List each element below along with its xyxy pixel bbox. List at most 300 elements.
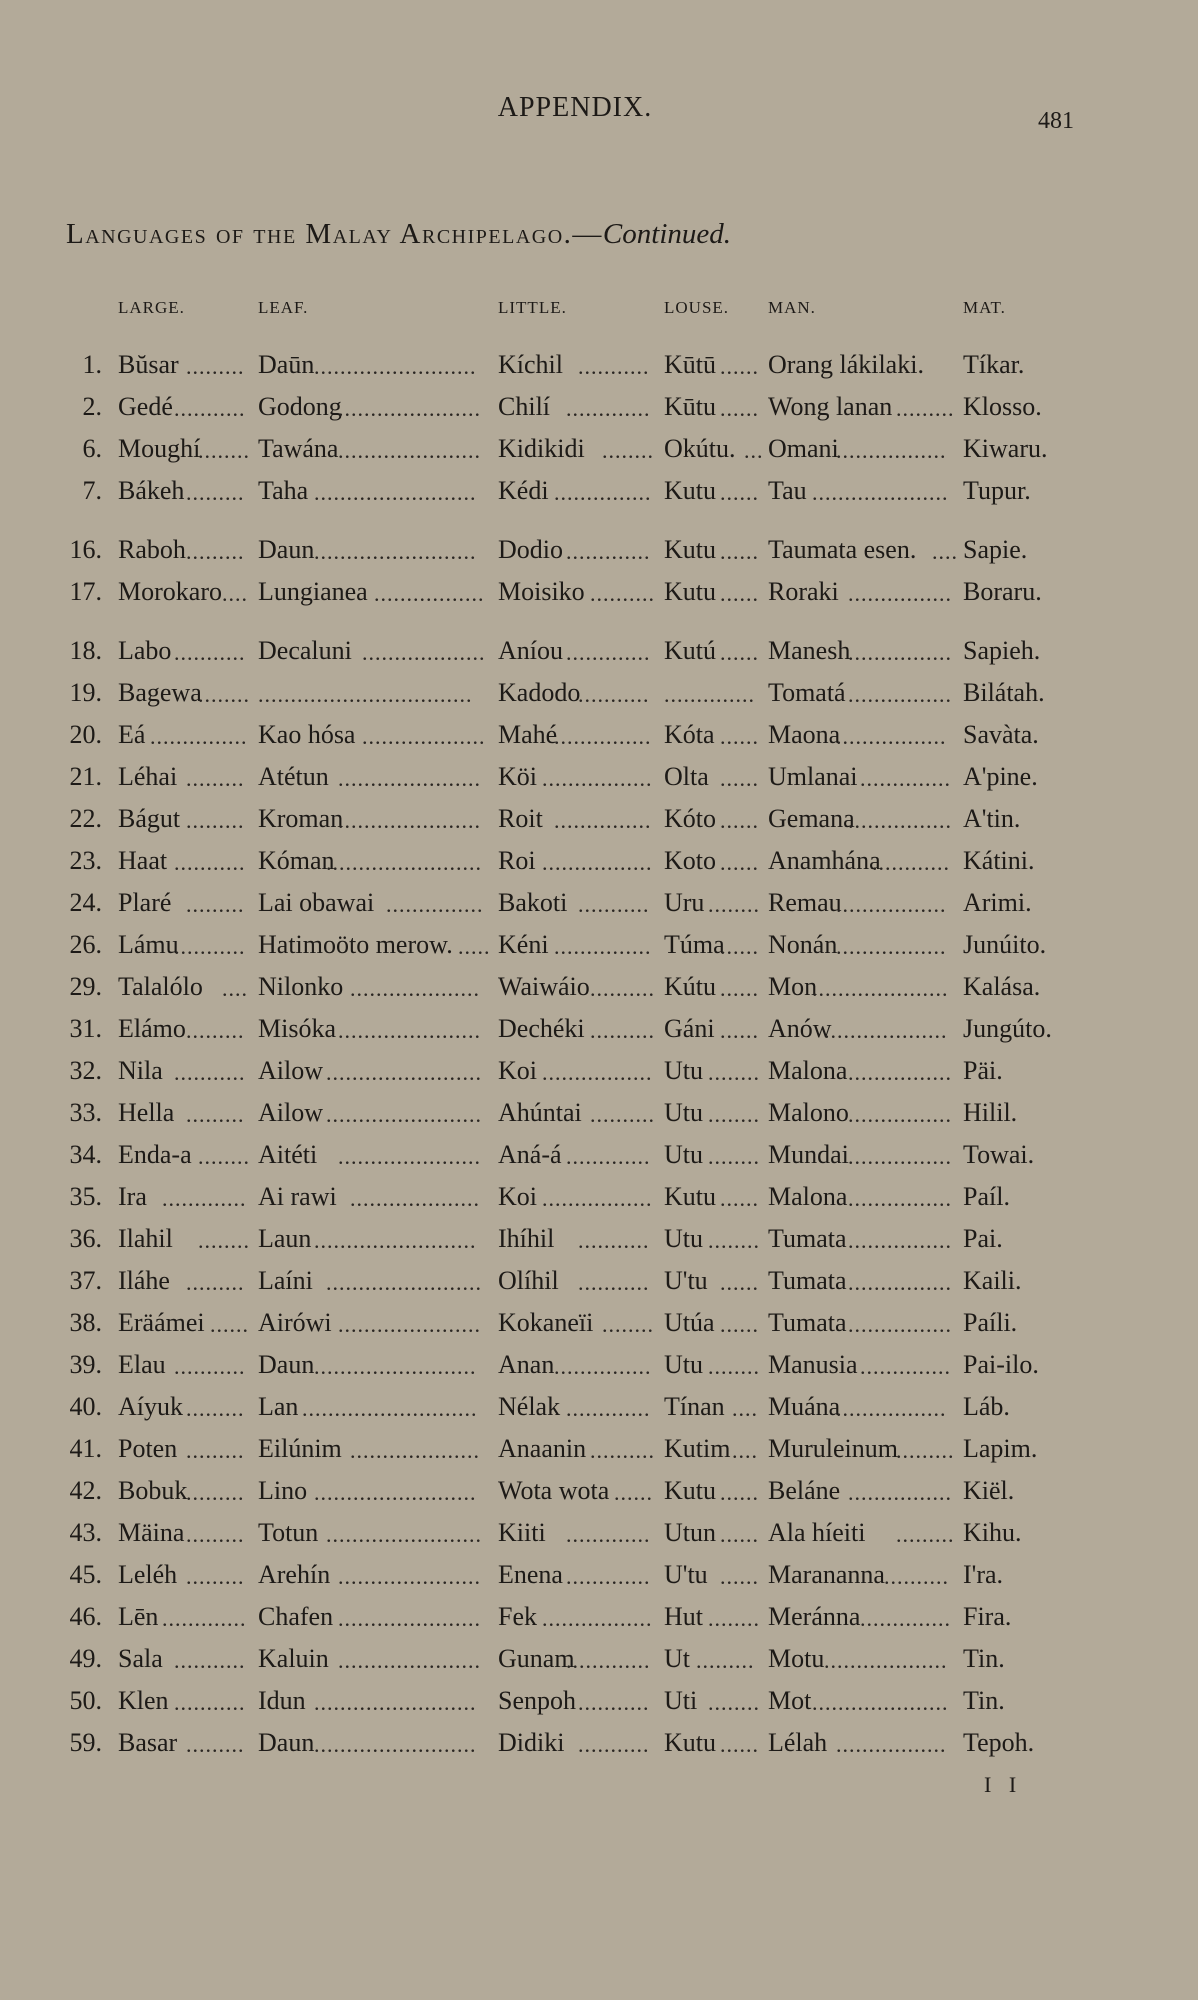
row-number: 42. (69, 1476, 102, 1505)
leader-dots: ................ (848, 1144, 952, 1169)
cell-man: Lélah (768, 1728, 828, 1757)
leader-dots: ............ (872, 850, 950, 875)
cell-little: Ahúntai (498, 1098, 582, 1127)
cell-leaf: Laun (258, 1224, 312, 1253)
leader-dots: .............. (860, 766, 951, 791)
leader-dots: ... (744, 438, 764, 463)
cell-large: Morokaro (118, 577, 222, 606)
cell-mat: A'pine. (963, 762, 1038, 791)
cell-large: Iláhe (118, 1266, 170, 1295)
col-header-mat: MAT. (963, 298, 1006, 317)
table-row (0, 804, 1100, 836)
cell-little: Bakoti (498, 888, 568, 917)
leader-dots: ......... (186, 1396, 245, 1421)
leader-dots: ......................... (314, 539, 477, 564)
table-row (0, 1644, 1100, 1676)
leader-dots: ...... (720, 808, 759, 833)
cell-man: Anamhána (768, 846, 881, 875)
leader-dots: ........ (198, 1144, 250, 1169)
leader-dots: ........... (174, 850, 246, 875)
leader-dots: ......... (696, 1648, 755, 1673)
leader-dots: ...................... (338, 1312, 481, 1337)
leader-dots: ........................ (326, 1102, 482, 1127)
cell-little: Wota wota (498, 1476, 610, 1505)
leader-dots: ...... (720, 354, 759, 379)
cell-man: Malono (768, 1098, 849, 1127)
cell-mat: Jungúto. (963, 1014, 1052, 1043)
row-number: 32. (69, 1056, 102, 1085)
leader-dots: .... (222, 581, 248, 606)
leader-dots: ........................ (326, 1522, 482, 1547)
cell-large: Elau (118, 1350, 166, 1379)
leader-dots: ............... (554, 480, 652, 505)
cell-mat: Towai. (963, 1140, 1035, 1169)
leader-dots: ................... (362, 640, 486, 665)
cell-little: Kéni (498, 930, 549, 959)
cell-man: Ala híeiti (768, 1518, 866, 1547)
leader-dots: ........... (578, 682, 650, 707)
cell-man: Maona (768, 720, 841, 749)
cell-little: Senpoh (498, 1686, 576, 1715)
leader-dots: ................. (374, 581, 485, 606)
cell-leaf: Kóman (258, 846, 335, 875)
leader-dots: ............... (150, 724, 248, 749)
table-row (0, 888, 1100, 920)
leader-dots: ...... (720, 640, 759, 665)
table-row (0, 476, 1100, 508)
leader-dots: ...... (720, 1564, 759, 1589)
row-number: 33. (69, 1098, 102, 1127)
cell-leaf: Lan (258, 1392, 299, 1421)
leader-dots: ............. (566, 1648, 651, 1673)
cell-large: Lēn (118, 1602, 159, 1631)
cell-man: Beláne (768, 1476, 841, 1505)
leader-dots: ........... (578, 892, 650, 917)
running-head: APPENDIX. (497, 92, 653, 123)
cell-little: Waiwáio (498, 972, 590, 1001)
leader-dots: ............. (566, 1522, 651, 1547)
leader-dots: ................... (824, 1018, 948, 1043)
cell-louse: Kútu (664, 972, 716, 1001)
leader-dots: ........ (602, 438, 654, 463)
cell-mat: Hilil. (963, 1098, 1018, 1127)
row-number: 22. (69, 804, 102, 833)
leader-dots: ........ (708, 1690, 760, 1715)
cell-man: Nonán (768, 930, 838, 959)
leader-dots: ........ (198, 1228, 250, 1253)
leader-dots: ................ (848, 1060, 952, 1085)
leader-dots: ......................... (314, 354, 477, 379)
cell-mat: Sapie. (963, 535, 1028, 564)
leader-dots: ...... (720, 1312, 759, 1337)
cell-man: Orang lákilaki. (768, 350, 924, 379)
cell-little: Gunam (498, 1644, 575, 1673)
leader-dots: ...... (720, 976, 759, 1001)
leader-dots: .......... (590, 976, 655, 1001)
leader-dots: .................... (350, 1186, 480, 1211)
cell-man: Omani (768, 434, 839, 463)
cell-louse: Kutu (664, 577, 716, 606)
cell-mat: Pai. (963, 1224, 1003, 1253)
leader-dots: ......... (186, 1018, 245, 1043)
cell-little: Koi (498, 1182, 537, 1211)
cell-mat: Savàta. (963, 720, 1039, 749)
leader-dots: ........... (578, 1228, 650, 1253)
leader-dots: ........ (708, 1060, 760, 1085)
cell-little: Kadodo (498, 678, 581, 707)
row-number: 21. (69, 762, 102, 791)
leader-dots: ............... (554, 724, 652, 749)
cell-man: Umlanai (768, 762, 858, 791)
cell-large: Klen (118, 1686, 169, 1715)
row-number: 39. (69, 1350, 102, 1379)
leader-dots: ............... (554, 934, 652, 959)
cell-louse: Utu (664, 1140, 703, 1169)
cell-mat: Bilátah. (963, 678, 1045, 707)
cell-louse: Okútu. (664, 434, 736, 463)
leader-dots: ......... (186, 892, 245, 917)
table-row (0, 1518, 1100, 1550)
leader-dots: ........... (578, 1690, 650, 1715)
cell-large: Bŭsar (118, 350, 179, 379)
table-row (0, 1476, 1100, 1508)
cell-man: Tau (768, 476, 807, 505)
cell-louse: Kutim (664, 1434, 731, 1463)
cell-large: Nila (118, 1056, 163, 1085)
cell-man: Roraki (768, 577, 839, 606)
table-row (0, 1560, 1100, 1592)
table-row (0, 762, 1100, 794)
table-row (0, 392, 1100, 424)
leader-dots: .......... (884, 1564, 949, 1589)
cell-louse: Kóta (664, 720, 715, 749)
table-row (0, 434, 1100, 466)
leader-dots: ......... (186, 808, 245, 833)
cell-large: Ira (118, 1182, 147, 1211)
leader-dots: ............. (162, 1606, 247, 1631)
cell-mat: Junúito. (963, 930, 1047, 959)
cell-leaf: Lai obawai (258, 888, 375, 917)
leader-dots: ........................... (302, 1396, 478, 1421)
cell-man: Marananna (768, 1560, 885, 1589)
cell-louse: Kutu (664, 476, 716, 505)
cell-mat: Klosso. (963, 392, 1042, 421)
leader-dots: ......... (186, 539, 245, 564)
leader-dots: ........... (174, 640, 246, 665)
table-title-continued: Continued. (602, 218, 732, 250)
cell-large: Moughí (118, 434, 201, 463)
leader-dots: ...... (720, 1186, 759, 1211)
row-number: 29. (69, 972, 102, 1001)
leader-dots: ......................... (314, 1732, 477, 1757)
leader-dots: ................... (362, 724, 486, 749)
cell-leaf: Chafen (258, 1602, 334, 1631)
cell-leaf: Daūn (258, 350, 315, 379)
table-row (0, 577, 1100, 609)
cell-leaf: Nilonko (258, 972, 344, 1001)
leader-dots: ...... (720, 1522, 759, 1547)
row-number: 23. (69, 846, 102, 875)
cell-large: Ilahil (118, 1224, 173, 1253)
leader-dots: ................... (824, 1648, 948, 1673)
cell-little: Nélak (498, 1392, 561, 1421)
row-number: 17. (69, 577, 102, 606)
leader-dots: ................ (848, 1228, 952, 1253)
row-number: 49. (69, 1644, 102, 1673)
cell-large: Raboh (118, 535, 186, 564)
cell-leaf: Ailow (258, 1056, 323, 1085)
leader-dots: ................. (836, 724, 947, 749)
cell-large: Basar (118, 1728, 178, 1757)
leader-dots: ........... (174, 1060, 246, 1085)
leader-dots: .......... (590, 1102, 655, 1127)
leader-dots: ...... (720, 396, 759, 421)
leader-dots: ...... (720, 724, 759, 749)
leader-dots: ...... (720, 1270, 759, 1295)
leader-dots: ........... (578, 354, 650, 379)
leader-dots: ................ (848, 1102, 952, 1127)
page-number: 481 (1038, 108, 1074, 134)
cell-little: Ihíhil (498, 1224, 555, 1253)
leader-dots: ................ (848, 682, 952, 707)
cell-louse: Kóto (664, 804, 716, 833)
table-row (0, 1224, 1100, 1256)
leader-dots: ........ (708, 1144, 760, 1169)
leader-dots: ...... (720, 850, 759, 875)
cell-little: Köi (498, 762, 537, 791)
table-row (0, 1140, 1100, 1172)
leader-dots: ................ (848, 808, 952, 833)
cell-mat: Paíl. (963, 1182, 1010, 1211)
leader-dots: ................. (836, 1732, 947, 1757)
row-number: 36. (69, 1224, 102, 1253)
row-number: 50. (69, 1686, 102, 1715)
cell-louse: Túma (664, 930, 725, 959)
cell-leaf: Daun (258, 1728, 315, 1757)
leader-dots: ...... (614, 1480, 653, 1505)
leader-dots: ............. (566, 640, 651, 665)
cell-man: Anów (768, 1014, 832, 1043)
cell-large: Lámu (118, 930, 179, 959)
leader-dots: ........... (578, 1270, 650, 1295)
table-row (0, 535, 1100, 567)
leader-dots: ............. (566, 1564, 651, 1589)
leader-dots: ................ (848, 640, 952, 665)
cell-louse: Uti (664, 1686, 698, 1715)
leader-dots: ........... (174, 934, 246, 959)
leader-dots: ................ (848, 581, 952, 606)
col-header-little: LITTLE. (498, 298, 567, 317)
cell-man: Tumata (768, 1224, 847, 1253)
leader-dots: ..................... (812, 1690, 949, 1715)
cell-louse: Kūtu (664, 392, 716, 421)
leader-dots: ............... (554, 1354, 652, 1379)
cell-leaf: Aitéti (258, 1140, 318, 1169)
cell-little: Chilí (498, 392, 551, 421)
cell-little: Didiki (498, 1728, 565, 1757)
row-number: 19. (69, 678, 102, 707)
cell-louse: Utun (664, 1518, 716, 1547)
cell-large: Elámo (118, 1014, 186, 1043)
cell-louse: Utu (664, 1224, 703, 1253)
leader-dots: ......... (186, 1522, 245, 1547)
cell-large: Bágut (118, 804, 181, 833)
leader-dots: ......... (186, 480, 245, 505)
cell-mat: A'tin. (963, 804, 1021, 833)
cell-leaf: Totun (258, 1518, 319, 1547)
cell-leaf: Kao hósa (258, 720, 356, 749)
row-number: 43. (69, 1518, 102, 1547)
leader-dots: ................. (542, 1060, 653, 1085)
cell-man: Taumata esen. (768, 535, 917, 564)
cell-large: Labo (118, 636, 172, 665)
cell-louse: Uru (664, 888, 705, 917)
leader-dots: ................ (848, 1270, 952, 1295)
leader-dots: ................. (542, 766, 653, 791)
cell-louse: U'tu (664, 1560, 708, 1589)
cell-mat: Láb. (963, 1392, 1010, 1421)
cell-man: Muruleinum (768, 1434, 898, 1463)
row-number: 45. (69, 1560, 102, 1589)
cell-louse: Kūtū (664, 350, 716, 379)
cell-little: Aníou (498, 636, 563, 665)
signature-mark: I I (984, 1772, 1023, 1797)
cell-little: Anaanin (498, 1434, 587, 1463)
cell-mat: Tupur. (963, 476, 1031, 505)
leader-dots: ......... (186, 354, 245, 379)
leader-dots: ............... (554, 808, 652, 833)
cell-large: Bákeh (118, 476, 185, 505)
leader-dots: ........... (174, 1690, 246, 1715)
cell-large: Hella (118, 1098, 175, 1127)
cell-large: Haat (118, 846, 168, 875)
cell-large: Mäina (118, 1518, 185, 1547)
cell-louse: Koto (664, 846, 716, 875)
cell-mat: Tíkar. (963, 350, 1025, 379)
leader-dots: ................. (542, 850, 653, 875)
cell-mat: Kiwaru. (963, 434, 1048, 463)
leader-dots: ...................... (338, 1564, 481, 1589)
cell-mat: Tin. (963, 1686, 1005, 1715)
cell-little: Kidikidi (498, 434, 585, 463)
table-row (0, 350, 1100, 382)
leader-dots: ........... (578, 1732, 650, 1757)
cell-man: Motu (768, 1644, 825, 1673)
leader-dots: ........................ (326, 850, 482, 875)
cell-mat: Pai-ilo. (963, 1350, 1039, 1379)
leader-dots: ................ (848, 1480, 952, 1505)
cell-leaf: Airówi (258, 1308, 332, 1337)
row-number: 59. (69, 1728, 102, 1757)
cell-man: Manusia (768, 1350, 858, 1379)
cell-mat: Arimi. (963, 888, 1032, 917)
leader-dots: ............. (566, 539, 651, 564)
leader-dots: ........ (198, 682, 250, 707)
cell-man: Mot (768, 1686, 812, 1715)
cell-large: Bagewa (118, 678, 202, 707)
cell-little: Kédi (498, 476, 549, 505)
leader-dots: ................ (848, 1312, 952, 1337)
row-number: 34. (69, 1140, 102, 1169)
leader-dots: ........ (602, 1312, 654, 1337)
table-title (66, 218, 731, 251)
row-number: 38. (69, 1308, 102, 1337)
cell-leaf: Arehín (258, 1560, 331, 1589)
cell-man: Malona (768, 1182, 848, 1211)
cell-louse: Utu (664, 1098, 703, 1127)
leader-dots: ...... (210, 1312, 249, 1337)
row-number: 7. (82, 476, 102, 505)
cell-leaf: Atétun (258, 762, 329, 791)
cell-leaf: Ailow (258, 1098, 323, 1127)
leader-dots: ......................... (314, 1354, 477, 1379)
cell-little: Moisiko (498, 577, 585, 606)
leader-dots: ...... (720, 1480, 759, 1505)
leader-dots: ......................... (314, 480, 477, 505)
leader-dots: ...... (720, 1018, 759, 1043)
leader-dots: ...................... (338, 1648, 481, 1673)
leader-dots: ............. (566, 1396, 651, 1421)
leader-dots: .......... (590, 1438, 655, 1463)
row-number: 24. (69, 888, 102, 917)
table-row (0, 1266, 1100, 1298)
cell-little: Anan (498, 1350, 555, 1379)
cell-louse: Kutu (664, 535, 716, 564)
cell-louse: Ut (664, 1644, 690, 1673)
leader-dots: .................... (350, 1438, 480, 1463)
cell-leaf: Lungianea (258, 577, 368, 606)
cell-large: Aíyuk (118, 1392, 183, 1421)
leader-dots: ................. (836, 892, 947, 917)
row-number: 37. (69, 1266, 102, 1295)
leader-dots: ..... (458, 934, 491, 959)
cell-little: Kiiti (498, 1518, 546, 1547)
leader-dots: ........ (708, 892, 760, 917)
row-number: 31. (69, 1014, 102, 1043)
cell-louse: Olta (664, 762, 709, 791)
leader-dots: ......... (186, 766, 245, 791)
cell-large: Eá (118, 720, 146, 749)
leader-dots: ..................... (812, 480, 949, 505)
table-row (0, 846, 1100, 878)
leader-dots: ...... (720, 539, 759, 564)
table-row (0, 1686, 1100, 1718)
cell-man: Mundai (768, 1140, 849, 1169)
leader-dots: ........ (198, 438, 250, 463)
cell-man: Manesh (768, 636, 851, 665)
leader-dots: ......... (896, 1438, 955, 1463)
cell-louse: Kutú (664, 636, 716, 665)
leader-dots: ......... (186, 1564, 245, 1589)
leader-dots: .................... (350, 976, 480, 1001)
cell-mat: Kaili. (963, 1266, 1022, 1295)
leader-dots: ........................ (326, 1270, 482, 1295)
cell-man: Tomatá (768, 678, 846, 707)
cell-louse: Hut (664, 1602, 703, 1631)
leader-dots: .............. (860, 1354, 951, 1379)
leader-dots: .... (222, 976, 248, 1001)
leader-dots: ........................ (326, 1060, 482, 1085)
cell-leaf: Lino (258, 1476, 308, 1505)
cell-little: Enena (498, 1560, 563, 1589)
cell-louse: Kutu (664, 1476, 716, 1505)
cell-man: Meránna (768, 1602, 861, 1631)
cell-man: Mon (768, 972, 818, 1001)
cell-louse: Utúa (664, 1308, 715, 1337)
row-number: 46. (69, 1602, 102, 1631)
leader-dots: ......... (896, 396, 955, 421)
cell-little: Roi (498, 846, 536, 875)
